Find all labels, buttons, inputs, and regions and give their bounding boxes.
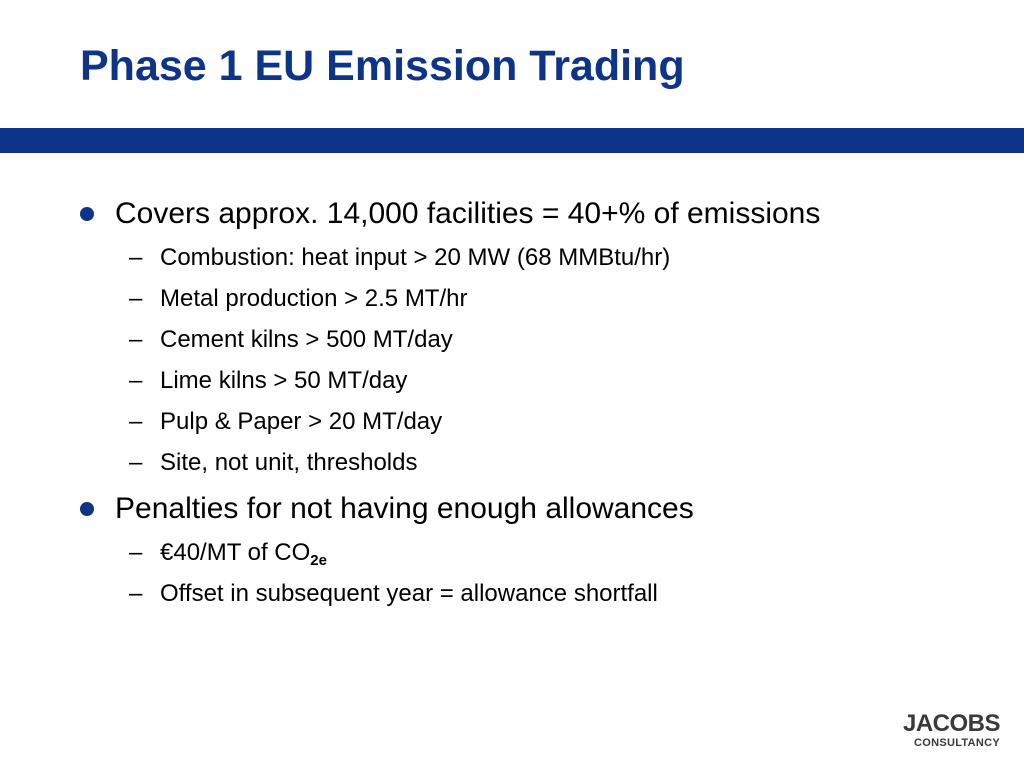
sub-item (129, 579, 658, 609)
dash-marker: – (129, 367, 143, 394)
dash-marker: – (129, 539, 143, 566)
penalty-text: €40/MT of CO (160, 539, 311, 566)
sub-item (129, 325, 453, 355)
bullet-item (80, 196, 820, 232)
sub-item (129, 284, 467, 314)
sub-item-text: Lime kilns > 50 MT/day (160, 367, 408, 394)
sub-item-text: Pulp & Paper > 20 MT/day (160, 408, 443, 435)
slide-title: Phase 1 EU Emission Trading (80, 42, 685, 90)
sub-item (129, 366, 407, 396)
sub-item (129, 538, 327, 568)
sub-item-text (160, 538, 327, 568)
sub-item-text: Cement kilns > 500 MT/day (160, 326, 453, 353)
bullet-dot-icon (80, 502, 94, 516)
dash-marker: – (129, 449, 143, 476)
sub-item (129, 407, 442, 437)
dash-marker: – (129, 244, 143, 271)
dash-marker: – (129, 408, 143, 435)
dash-marker: – (129, 285, 143, 312)
bullet-text: Covers approx. 14,000 facilities = 40+% of emissions (115, 197, 821, 230)
sub-item (129, 243, 670, 273)
jacobs-consultancy-logo (903, 712, 1000, 749)
dash-marker: – (129, 580, 143, 607)
co2e-subscript: 2e (310, 552, 327, 569)
dash-marker: – (129, 326, 143, 353)
sub-item-text: Site, not unit, thresholds (160, 449, 418, 476)
bullet-dot-icon (80, 207, 94, 221)
logo-sub-text: CONSULTANCY (914, 737, 1000, 749)
sub-item (129, 448, 417, 478)
logo-main-text: JACOBS (902, 710, 1000, 737)
sub-item-text: Combustion: heat input > 20 MW (68 MMBtu/hr) (160, 244, 671, 271)
sub-item-text: Metal production > 2.5 MT/hr (160, 285, 468, 312)
bullet-item (80, 491, 694, 527)
bullet-text: Penalties for not having enough allowances (115, 492, 694, 525)
sub-item-text: Offset in subsequent year = allowance shortfall (160, 580, 658, 607)
